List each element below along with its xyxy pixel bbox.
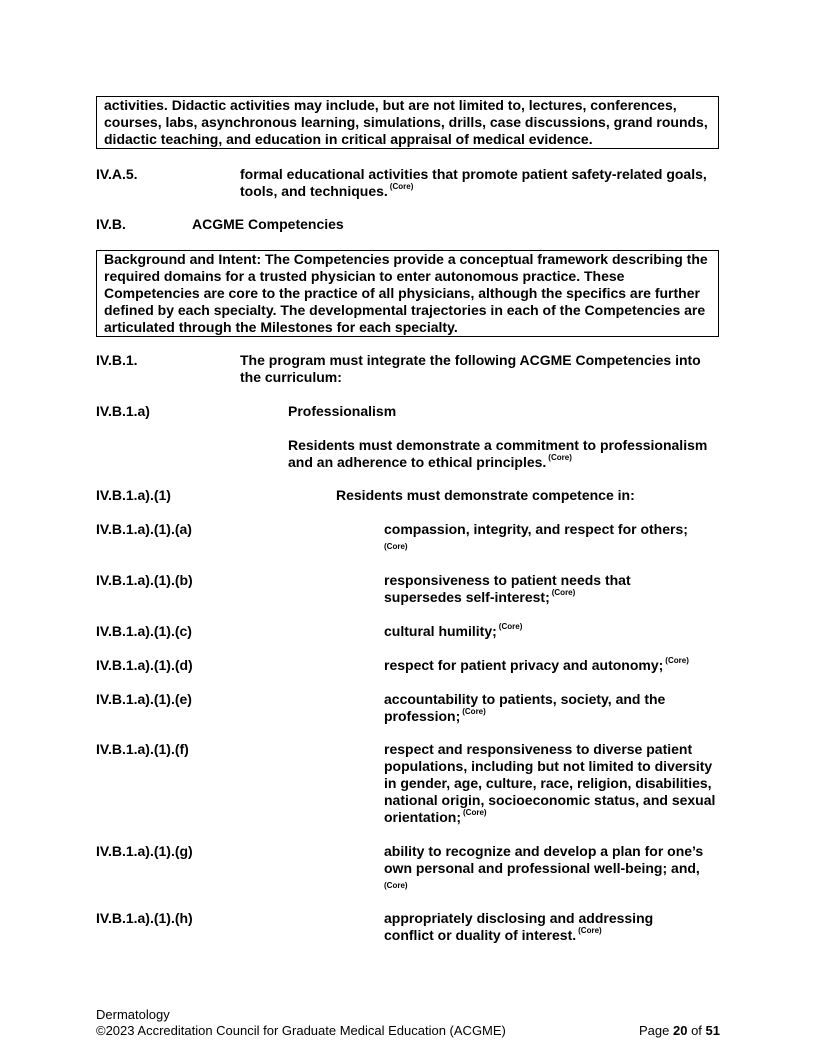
requirement-number: IV.B.1.a).(1).(f) [96,741,189,757]
intent-text: activities. Didactic activities may include, but are not limited to, lectures, conferences, courses, labs, asynchronous learning, simulations, drills, case discussions, grand rounds, didactic teaching, and education in critical appraisal of medical evidence. [104,97,708,147]
requirement-text: formal educational activities that promote patient safety-related goals, tools, and techniques. [240,166,707,199]
requirement-text: appropriately disclosing and addressing conflict or duality of interest. [384,910,654,943]
requirement-number: IV.B.1.a).(1).(d) [96,657,193,673]
page-of-label: of [691,1023,702,1038]
requirement-number: IV.B.1.a).(1).(a) [96,521,192,537]
core-tag: (Core) [578,926,602,935]
background-intent-box [96,250,719,337]
requirement-body [384,910,660,944]
requirement-body [384,521,720,555]
requirement-item-a [96,521,720,555]
page-number: 20 [672,1023,688,1038]
requirement-iv-a-5 [96,166,720,200]
requirement-item-c [96,623,720,640]
competency-title: Professionalism [288,403,397,419]
requirement-body [384,843,720,894]
requirement-item-e [96,691,720,725]
core-tag: (Core) [384,881,408,890]
core-tag: (Core) [551,588,576,597]
footer-specialty: Dermatology [96,1007,170,1022]
requirement-item-b [96,572,720,606]
intent-box-continuation [96,96,719,149]
core-tag: (Core) [665,656,689,665]
requirement-number: IV.B.1.a).(1).(b) [96,572,193,588]
requirement-number: IV.B.1.a).(1).(c) [96,623,192,639]
requirement-text: cultural humility; [384,623,497,639]
page-label: Page [638,1023,670,1038]
requirement-text: Residents must demonstrate competence in: [336,487,635,503]
requirement-text: Residents must demonstrate a commitment to professionalism and an adherence to ethical principles. [288,437,708,470]
core-tag: (Core) [389,182,414,191]
requirement-text: accountability to patients, society, and the profession; [384,691,666,724]
requirement-item-d [96,657,720,674]
page-indicator [639,1023,720,1039]
requirement-number: IV.A.5. [96,166,138,182]
core-tag: (Core) [462,707,486,716]
core-tag: (Core) [498,622,523,631]
requirement-body [288,403,720,471]
requirement-body [384,741,720,826]
requirement-item-f [96,741,720,826]
requirement-number: IV.B.1.a).(1).(e) [96,691,192,707]
requirement-number: IV.B.1.a) [96,403,150,419]
requirement-number: IV.B.1.a).(1).(h) [96,910,193,926]
requirement-iv-b-1-a-1 [96,487,720,504]
requirement-text: respect for patient privacy and autonomy; [384,657,664,673]
requirement-text: ability to recognize and develop a plan for one’s own personal and professional well-being; and, [384,843,704,876]
page-total: 51 [705,1023,720,1038]
section-number: IV.B. [96,216,126,232]
requirement-body [384,657,720,674]
requirement-number: IV.B.1. [96,352,138,368]
requirement-item-h [96,910,720,944]
core-tag: (Core) [548,453,572,462]
section-iv-b [96,216,720,233]
requirement-number: IV.B.1.a).(1).(g) [96,843,193,859]
section-title: ACGME Competencies [192,216,344,232]
requirement-body [384,691,690,725]
requirement-item-g [96,843,720,894]
requirement-iv-b-1-a [96,403,720,471]
requirement-body [384,572,660,606]
requirement-text: compassion, integrity, and respect for others; [384,521,688,537]
page-footer [96,1007,720,1039]
requirement-text: responsiveness to patient needs that supersedes self-interest; [384,572,631,605]
requirement-iv-b-1 [96,352,720,386]
requirement-text: The program must integrate the following ACGME Competencies into the curriculum: [240,352,701,385]
requirement-body [240,166,720,200]
requirement-body [384,623,720,640]
footer-copyright: ©2023 Accreditation Council for Graduate Medical Education (ACGME) [96,1023,506,1038]
requirement-number: IV.B.1.a).(1) [96,487,171,503]
footer-line [96,1023,720,1039]
core-tag: (Core) [463,808,487,817]
background-intent-text: Background and Intent: The Competencies provide a conceptual framework describing the required domains for a trusted physician to enter autonomous practice. These Competencies are core to the practice of all physicians, although the specifics are further defined by each specialty. The developmental trajectories in each of the Competencies are articulated through the Milestones for each specialty. [104,251,708,335]
core-tag: (Core) [384,542,408,551]
requirement-text: respect and responsiveness to diverse patient populations, including but not limited to diversity in gender, age, culture, race, religion, disabilities, national origin, socioeconomic status, and sexual orientation; [384,741,716,825]
